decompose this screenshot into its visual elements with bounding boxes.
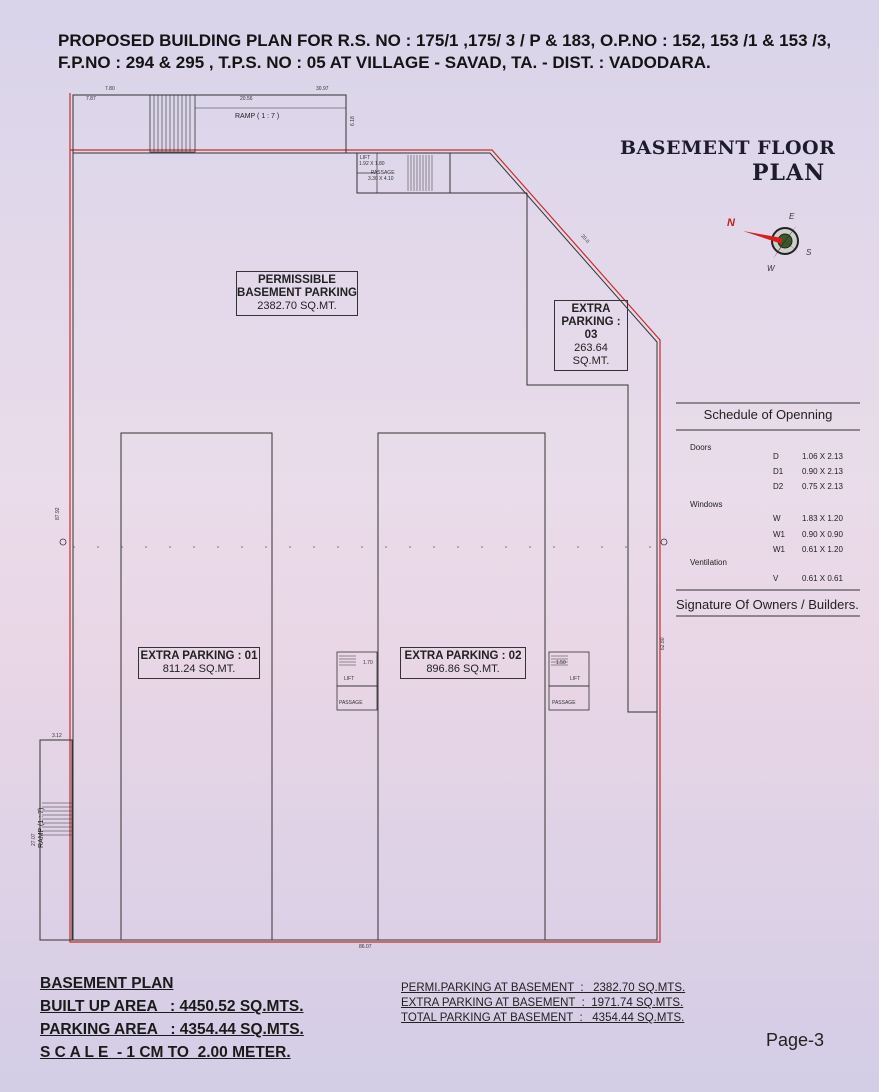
schedule-door-d2-size: 0.75 X 2.13 [802, 482, 843, 491]
outer-wall [73, 95, 657, 940]
extra2-title: EXTRA PARKING : 02 [404, 650, 522, 662]
compass-n-label: N [727, 217, 735, 229]
project-title-line1: PROPOSED BUILDING PLAN FOR R.S. NO : 175/1 ,175/ 3 / P & 183, O.P.NO : 152, 153 /1 & 153 /3, [58, 31, 832, 50]
compass-s-label: S [806, 248, 812, 257]
basement-plan-title: BASEMENT PLAN [40, 975, 174, 992]
top-ramp-label: RAMP ( 1 : 7 ) [235, 113, 280, 120]
schedule-door-d-size: 1.06 X 2.13 [802, 452, 843, 461]
mid-dim-2: 1.50 [556, 660, 566, 666]
schedule-window-w1-code: W1 [773, 530, 785, 539]
top-lift-label: LIFT [360, 155, 371, 161]
schedule-door-d1-size: 0.90 X 2.13 [802, 467, 843, 476]
left-ramp-hatch [42, 803, 72, 835]
schedule-window-w-size: 1.83 X 1.20 [802, 514, 843, 523]
schedule-window-w1-size: 0.90 X 0.90 [802, 530, 843, 539]
dim-top-mid: 20.56 [240, 96, 253, 102]
compass-w-label: W [767, 264, 775, 273]
extra-parking-2-zone [378, 433, 545, 940]
dim-ramp-top: 3.12 [52, 733, 62, 739]
permissible-parking-label [236, 271, 358, 316]
mid-lift-2-label: LIFT [570, 676, 581, 682]
mid-passage-2-label: PASSAGE [552, 700, 576, 706]
built-up-area: BUILT UP AREA : 4450.52 SQ.MTS. [40, 998, 304, 1015]
compass-icon [743, 225, 799, 259]
top-passage-size: 3.30 X 4.10 [368, 176, 394, 182]
extra1-title: EXTRA PARKING : 01 [140, 650, 258, 662]
schedule-doors-heading: Doors [690, 443, 712, 452]
schedule-vent-v-size: 0.61 X 0.61 [802, 574, 843, 583]
extra-parking-total: EXTRA PARKING AT BASEMENT : 1971.74 SQ.MTS. [401, 997, 684, 1009]
dim-right: 62.80 [660, 637, 666, 650]
mid-lift-core-2-passage [549, 686, 589, 710]
schedule-door-d1-code: D1 [773, 467, 784, 476]
extra3-title2: PARKING : 03 [561, 316, 621, 341]
top-ramp-hatch [154, 95, 190, 152]
left-ramp-label: RAMP (1 : 7) [38, 807, 45, 848]
total-parking: TOTAL PARKING AT BASEMENT : 4354.44 SQ.MTS. [401, 1012, 685, 1024]
permissible-title2: BASEMENT PARKING [237, 287, 357, 299]
schedule-window-w1b-size: 0.61 X 1.20 [802, 545, 843, 554]
schedule-title: Schedule of Openning [703, 407, 833, 422]
schedule-door-d-code: D [773, 452, 779, 461]
top-lift-size: 1.92 X 1.80 [359, 161, 385, 167]
mid-lift-core-1 [337, 652, 377, 686]
schedule-window-w1b-code: W1 [773, 545, 785, 554]
schedule-window-w-code: W [773, 514, 781, 523]
mid-lift-1-label: LIFT [344, 676, 355, 682]
dim-top-right: 30.97 [316, 86, 329, 92]
dim-ramp-left: 27.07 [31, 833, 37, 846]
dim-diagonal: 20.0 [579, 233, 591, 245]
extra-parking-1-zone [121, 433, 272, 940]
dim-left: 87.92 [55, 507, 61, 520]
compass-e-label: E [789, 212, 795, 221]
extra3-value: 263.64 SQ.MT. [572, 342, 610, 367]
page-number: Page-3 [766, 1030, 825, 1050]
mid-dim-1: 1.70 [363, 660, 373, 666]
schedule-ventilation-heading: Ventilation [690, 558, 727, 567]
extra-parking-2-label [400, 647, 526, 679]
mid-passage-1-label: PASSAGE [339, 700, 363, 706]
top-ramp-steps [150, 95, 195, 152]
schedule-door-d2-code: D2 [773, 482, 784, 491]
owner-signature-label: Signature Of Owners / Builders. [676, 597, 859, 612]
dim-vertical: 6.18 [350, 116, 356, 126]
extra3-title1: EXTRA [571, 303, 611, 315]
extra1-value: 811.24 SQ.MT. [162, 663, 236, 675]
plan-title-line1: BASEMENT FLOOR [620, 137, 836, 159]
site-boundary-line [70, 93, 660, 942]
project-title-line2: F.P.NO : 294 & 295 , T.P.S. NO : 05 AT VILLAGE - SAVAD, TA. - DIST. : VADODARA. [58, 53, 711, 72]
dim-top-left: 7.80 [105, 86, 115, 92]
top-ramp-area [73, 95, 346, 153]
extra2-value: 896.86 SQ.MT. [426, 663, 500, 675]
extra-parking-1-label [138, 647, 260, 679]
mid-lift-core-2 [549, 652, 589, 686]
permissible-value: 2382.70 SQ.MT. [257, 300, 337, 312]
scale-note: S C A L E - 1 CM TO 2.00 METER. [40, 1044, 291, 1061]
extra-parking-3-wall [527, 193, 657, 712]
mid-lift-core-1-passage [337, 686, 377, 710]
schedule-vent-v-code: V [773, 574, 779, 583]
plan-title-line2: PLAN [752, 160, 826, 186]
parking-area: PARKING AREA : 4354.44 SQ.MTS. [40, 1021, 304, 1038]
schedule-windows-heading: Windows [690, 500, 723, 509]
top-stair-hatch [408, 155, 432, 191]
top-passage-label: PASSAGE [371, 170, 395, 176]
dim-bottom: 86.07 [359, 944, 372, 950]
permissible-title1: PERMISSIBLE [258, 274, 336, 286]
permi-parking-total: PERMI.PARKING AT BASEMENT : 2382.70 SQ.MTS. [401, 982, 686, 994]
extra-parking-3-label [554, 300, 628, 371]
dim-top-left2: 7.87 [86, 96, 96, 102]
